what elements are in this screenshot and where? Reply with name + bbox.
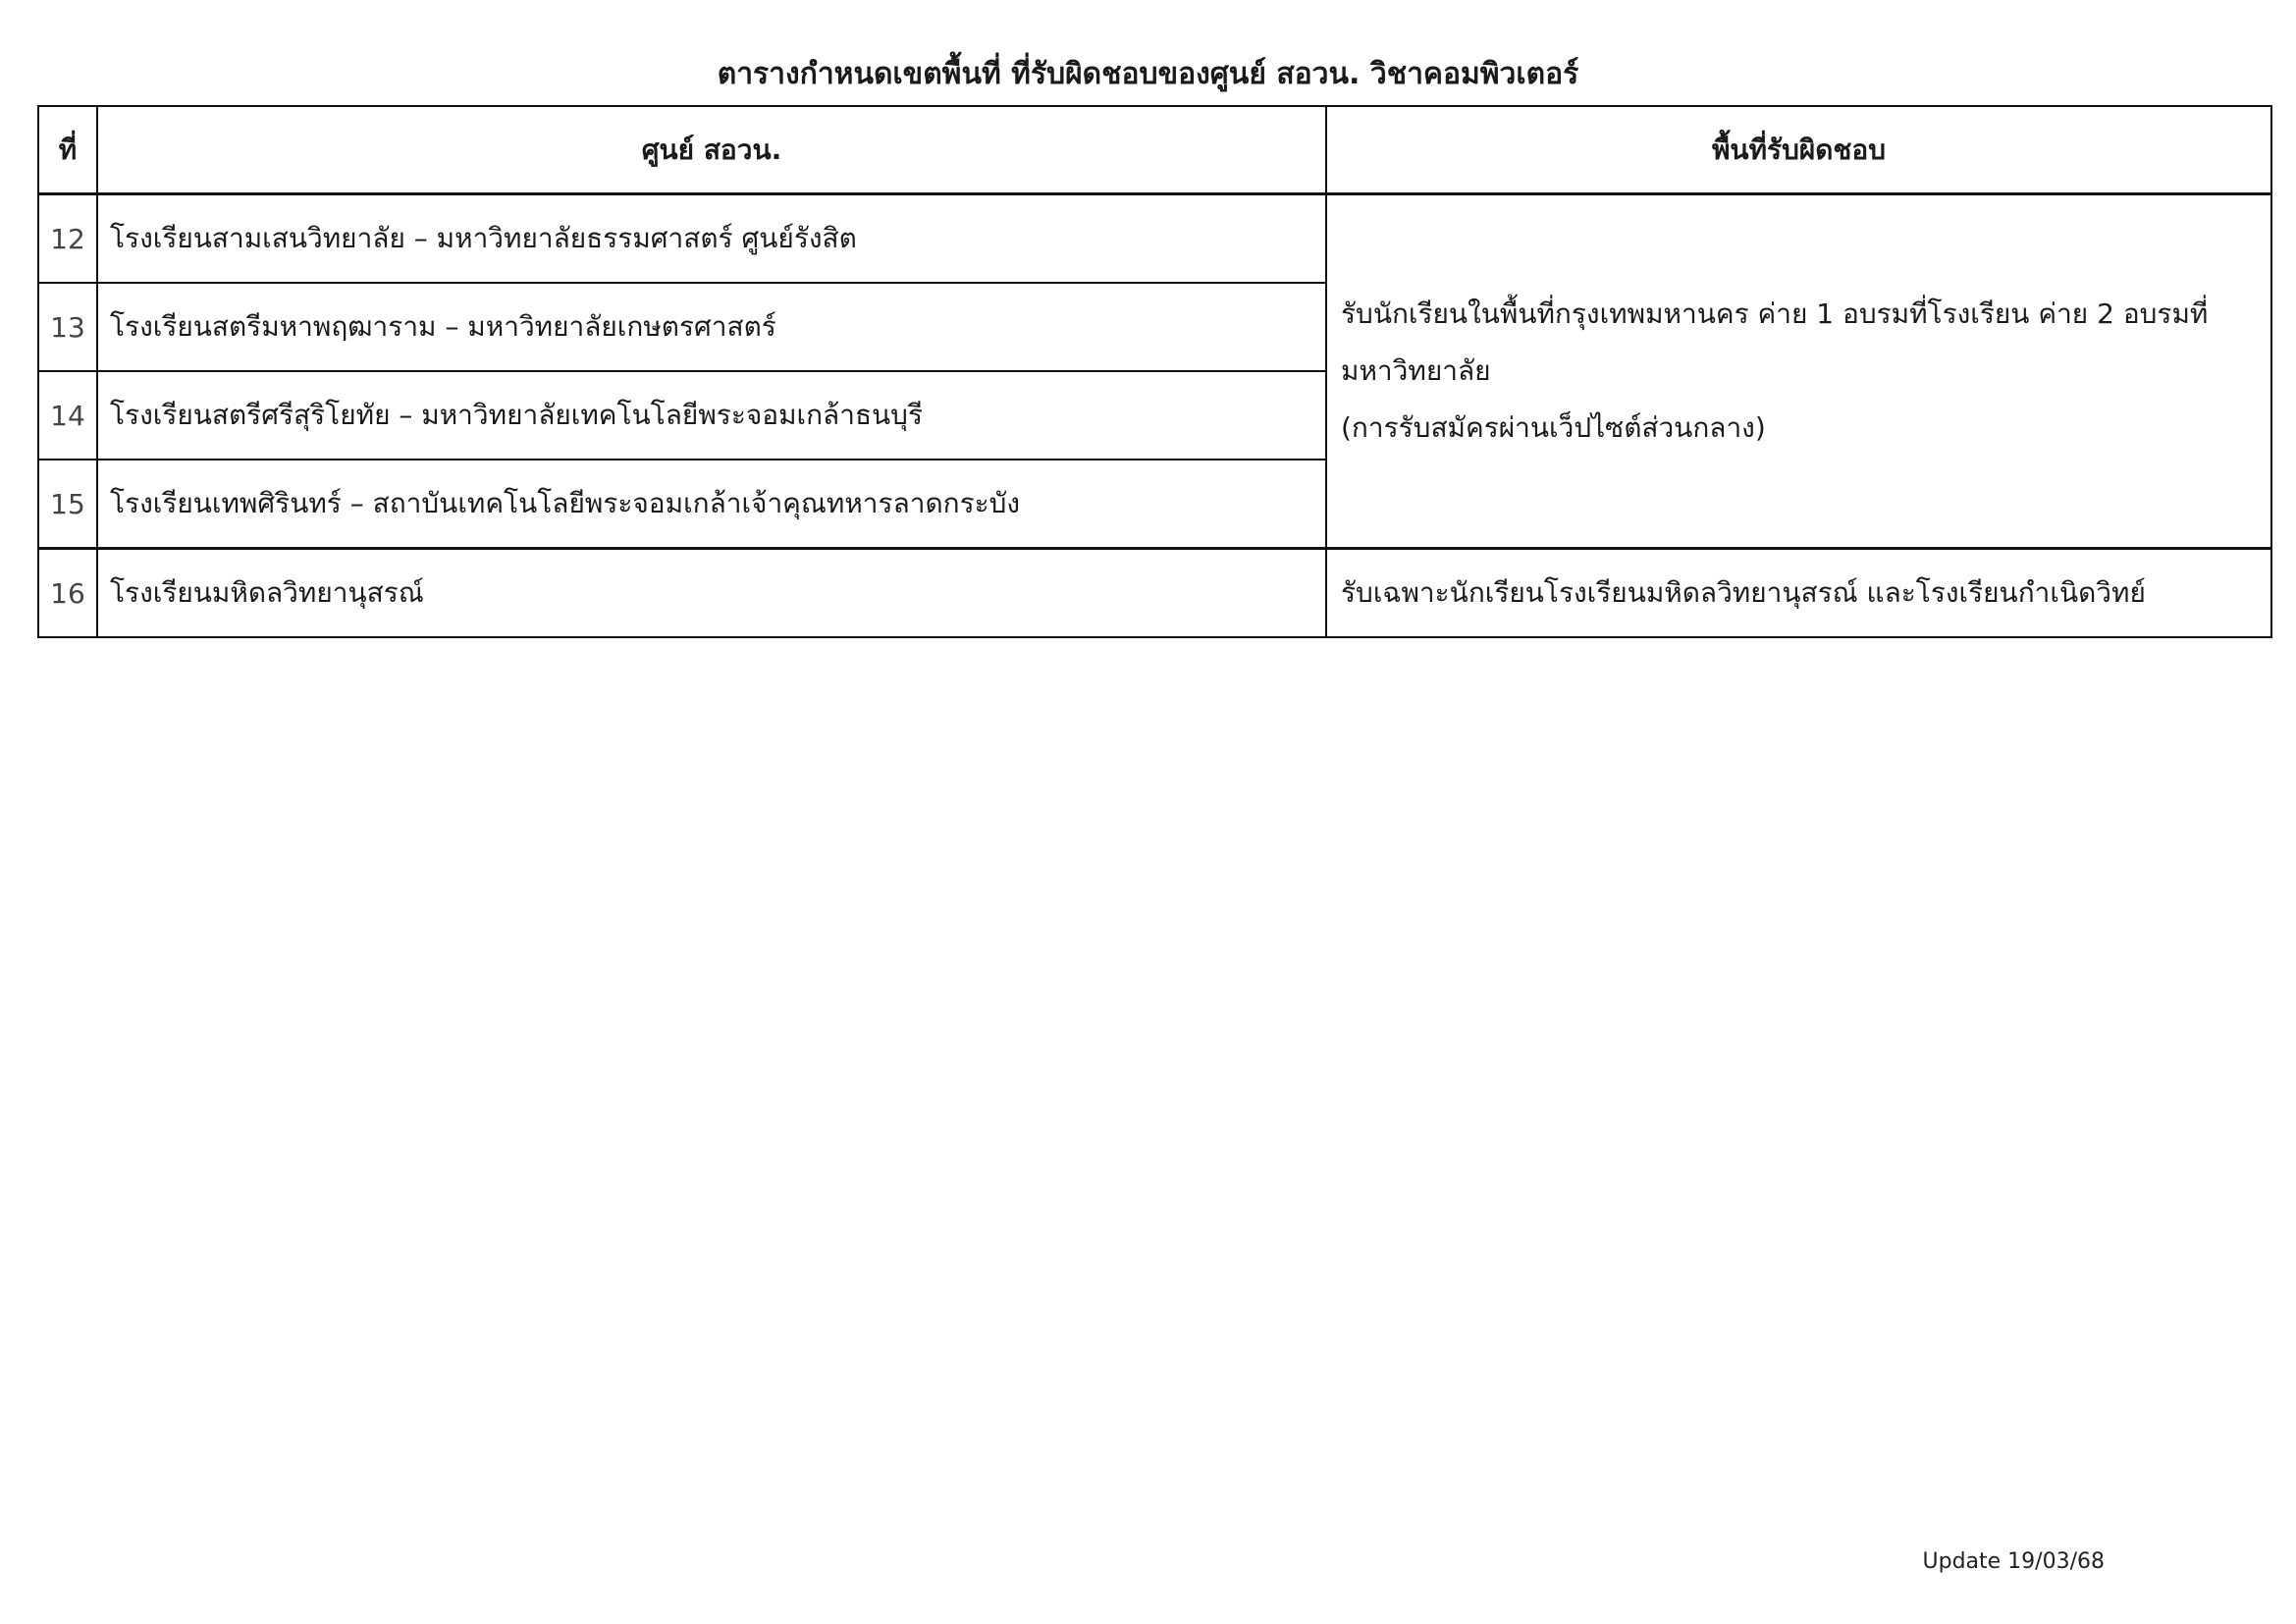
- row-number: 15: [38, 460, 97, 549]
- group-area-line-1: รับนักเรียนในพื้นที่กรุงเทพมหานคร ค่าย 1 อบรมที่โรงเรียน ค่าย 2 อบรมที่: [1341, 298, 2209, 330]
- row-number: 13: [38, 283, 97, 371]
- header-area: พื้นที่รับผิดชอบ: [1326, 106, 2271, 194]
- center-name: โรงเรียนสตรีศรีสุริโยทัย – มหาวิทยาลัยเทคโนโลยีพระจอมเกล้าธนบุรี: [97, 371, 1326, 460]
- update-note: Update 19/03/68: [1922, 1549, 2105, 1574]
- center-name: โรงเรียนมหิดลวิทยานุสรณ์: [97, 549, 1326, 638]
- responsibility-table: [37, 105, 2272, 638]
- header-row: [38, 106, 2271, 194]
- row-number: 14: [38, 371, 97, 460]
- table-body: [38, 194, 2271, 638]
- group-area-cell: [1326, 194, 2271, 549]
- header-no: ที่: [38, 106, 97, 194]
- group-area-line-2: มหาวิทยาลัย: [1341, 354, 1491, 387]
- row-number: 12: [38, 194, 97, 284]
- header-center: ศูนย์ สอวน.: [97, 106, 1326, 194]
- table-header: [38, 106, 2271, 194]
- table-row: [38, 549, 2271, 638]
- area-cell: รับเฉพาะนักเรียนโรงเรียนมหิดลวิทยานุสรณ์ และโรงเรียนกำเนิดวิทย์: [1326, 549, 2271, 638]
- center-name: โรงเรียนเทพศิรินทร์ – สถาบันเทคโนโลยีพระจอมเกล้าเจ้าคุณทหารลาดกระบัง: [97, 460, 1326, 549]
- center-name: โรงเรียนสตรีมหาพฤฒาราม – มหาวิทยาลัยเกษตรศาสตร์: [97, 283, 1326, 371]
- center-name: โรงเรียนสามเสนวิทยาลัย – มหาวิทยาลัยธรรมศาสตร์ ศูนย์รังสิต: [97, 194, 1326, 284]
- page-title: ตารางกำหนดเขตพื้นที่ ที่รับผิดชอบของศูนย์ สอวน. วิชาคอมพิวเตอร์: [717, 57, 1579, 91]
- row-number: 16: [38, 549, 97, 638]
- table-row: [38, 194, 2271, 284]
- group-area-line-3: (การรับสมัครผ่านเว็ปไซต์ส่วนกลาง): [1341, 411, 1766, 444]
